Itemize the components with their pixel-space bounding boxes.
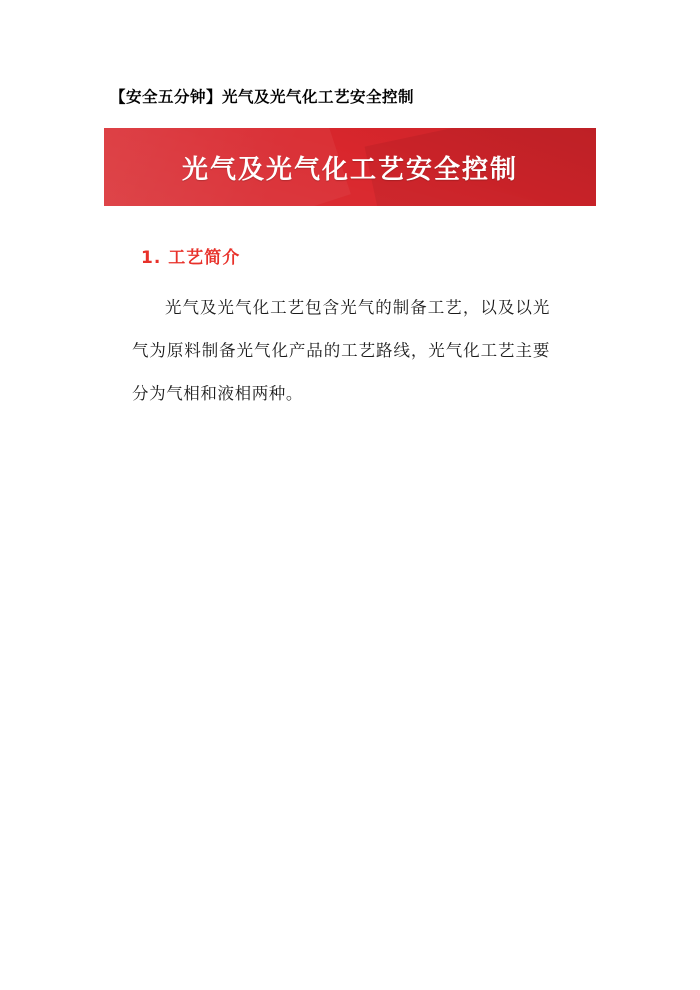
title-banner	[104, 128, 596, 206]
banner-title-text: 光气及光气化工艺安全控制	[181, 154, 518, 185]
page-title: 【安全五分钟】光气及光气化工艺安全控制	[110, 88, 415, 106]
section-heading-1: 1. 工艺简介	[141, 248, 241, 268]
section-paragraph-1: 光气及光气化工艺包含光气的制备工艺，以及以光气为原料制备光气化产品的工艺路线，光气化工艺主要分为气相和液相两种。	[132, 298, 550, 403]
